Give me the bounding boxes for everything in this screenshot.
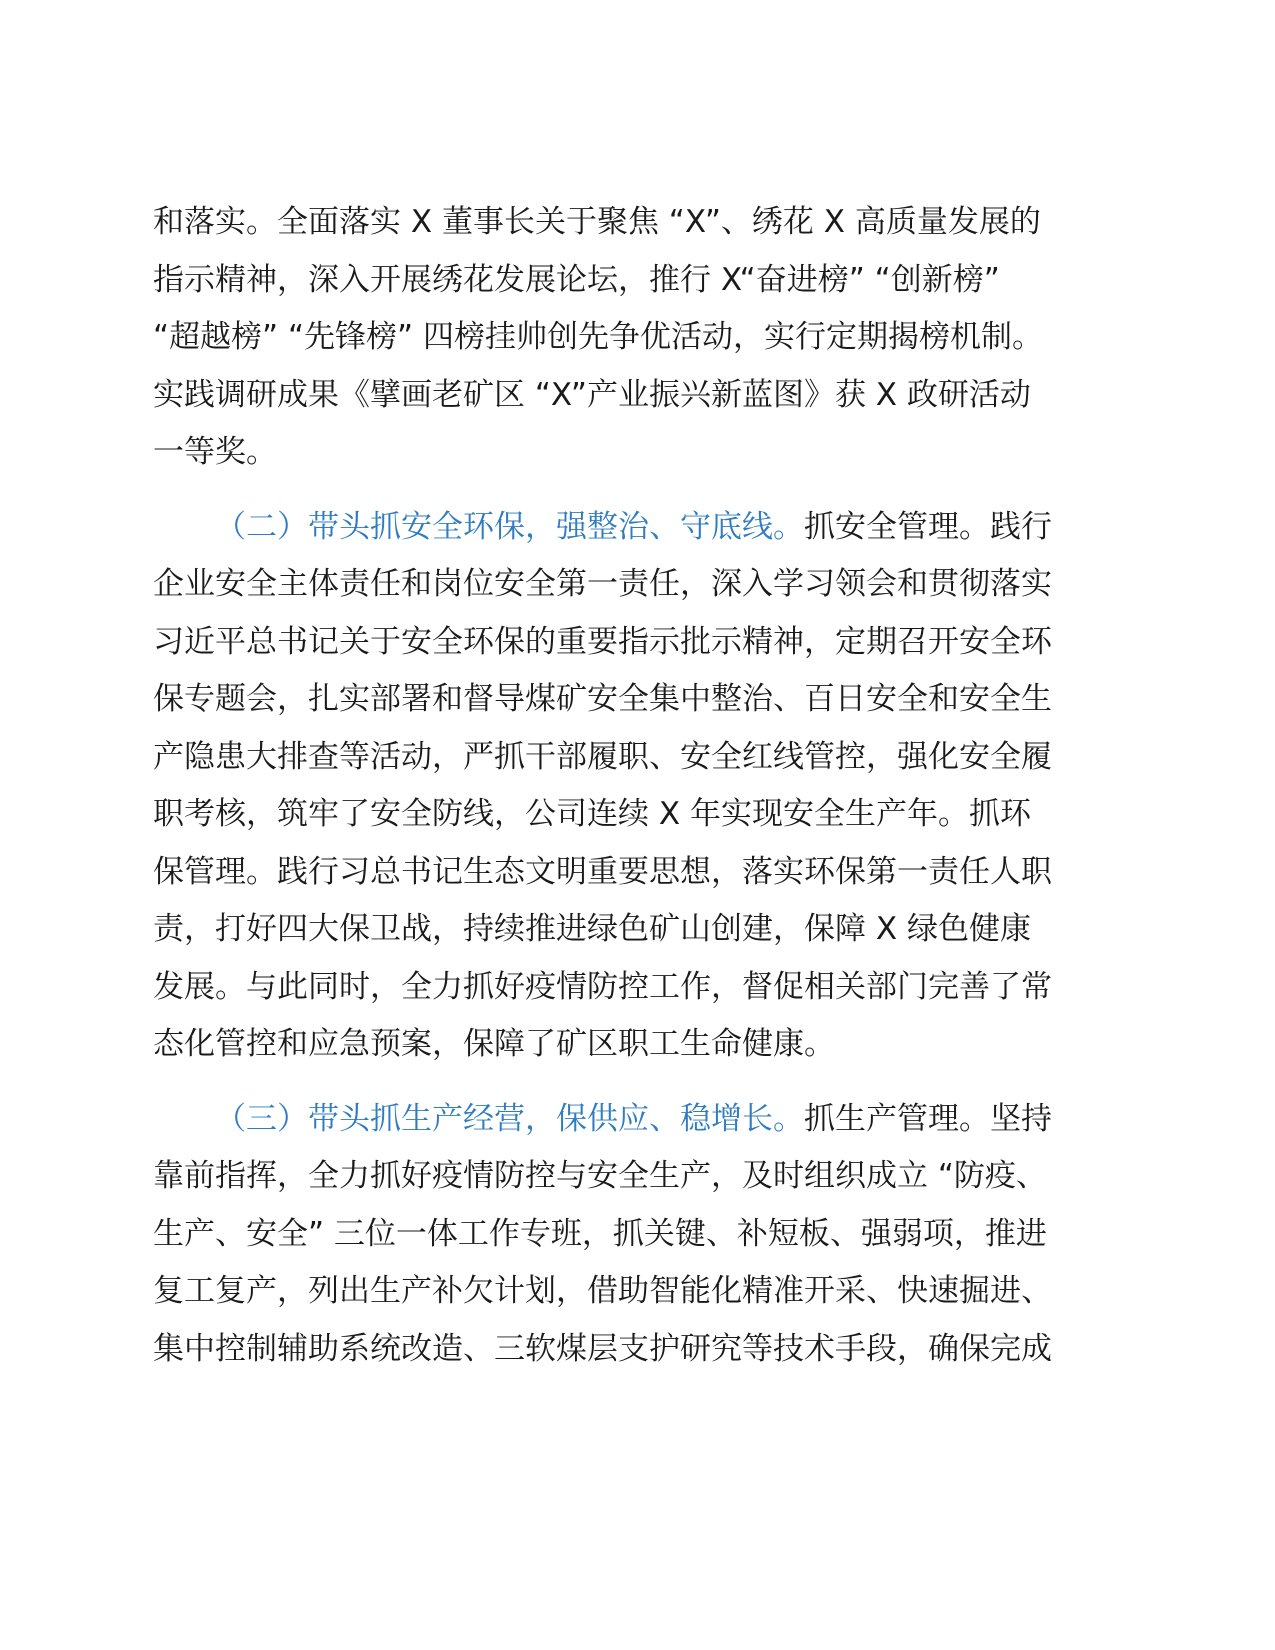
section-heading-3: （三）带头抓生产经营，保供应、稳增长。 (215, 1100, 804, 1137)
text-line (153, 1091, 1133, 1149)
text-line: 企业安全主体责任和岗位安全第一责任，深入学习领会和贯彻落实 (153, 566, 1052, 602)
text-line: 一等奖。 (153, 434, 277, 470)
text-line (153, 499, 1133, 557)
text-line: 发展。与此同时，全力抓好疫情防控工作，督促相关部门完善了常 (153, 968, 1052, 1005)
text-line: 靠前指挥，全力抓好疫情防控与安全生产，及时组织成立 “防疫、 (153, 1158, 1047, 1194)
text-line: 态化管控和应急预案，保障了矿区职工生命健康。 (153, 1026, 835, 1062)
text-line: 集中控制辅助系统改造、三软煤层支护研究等技术手段，确保完成 (153, 1330, 1052, 1367)
paragraph-2 (153, 499, 1133, 1074)
heading-line-rest: 抓生产管理。坚持 (804, 1100, 1052, 1137)
text-line: 产隐患大排查等活动，严抓干部履职、安全红线管控，强化安全履 (153, 738, 1052, 775)
text-line: “超越榜” “先锋榜” 四榜挂帅创先争优活动，实行定期揭榜机制。 (153, 319, 1043, 355)
text-line: 保管理。践行习总书记生态文明重要思想，落实环保第一责任人职 (153, 853, 1052, 890)
section-heading-2: （二）带头抓安全环保，强整治、守底线。 (215, 508, 804, 545)
text-line: 生产、安全” 三位一体工作专班，抓关键、补短板、强弱项，推进 (153, 1215, 1047, 1252)
text-line: 保专题会，扎实部署和督导煤矿安全集中整治、百日安全和安全生 (153, 681, 1052, 717)
document-body (153, 194, 1133, 1378)
paragraph-1 (153, 194, 1133, 482)
paragraph-gap (153, 482, 1133, 499)
text-line: 习近平总书记关于安全环保的重要指示批示精神，定期召开安全环 (153, 623, 1052, 660)
text-line: 复工复产，列出生产补欠计划，借助智能化精准开采、快速掘进、 (153, 1273, 1052, 1309)
paragraph-gap (153, 1074, 1133, 1091)
heading-line-rest: 抓安全管理。践行 (804, 508, 1052, 545)
text-line: 和落实。全面落实 X 董事长关于聚焦 “X”、绣花 X 高质量发展的 (153, 204, 1041, 240)
text-line: 指示精神，深入开展绣花发展论坛，推行 X“奋进榜” “创新榜” (153, 261, 1000, 298)
paragraph-3 (153, 1091, 1133, 1379)
text-line: 职考核，筑牢了安全防线，公司连续 X 年实现安全生产年。抓环 (153, 796, 1031, 832)
text-line: 责，打好四大保卫战，持续推进绿色矿山创建，保障 X 绿色健康 (153, 911, 1031, 947)
text-line: 实践调研成果《擘画老矿区 “X”产业振兴新蓝图》获 X 政研活动 (153, 376, 1031, 413)
